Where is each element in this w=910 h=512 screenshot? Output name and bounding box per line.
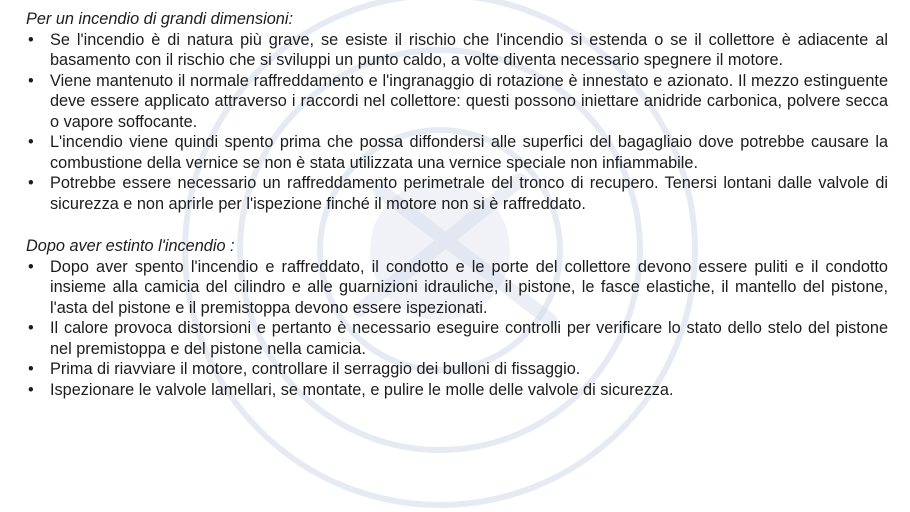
- document-body: [26, 9, 888, 400]
- list-item: • Ispezionare le valvole lamellari, se montate, e pulire le molle delle valvole di sicurezza.: [26, 380, 888, 401]
- bullet-list-after-extinguish: [26, 257, 888, 401]
- list-item: • Potrebbe essere necessario un raffreddamento perimetrale del tronco di recupero. Tenersi lontani dalle valvole di sicurezza e non aprirle per l'ispezione finché il motore non si è raffreddato.: [26, 173, 888, 214]
- list-item: • Se l'incendio è di natura più grave, se esiste il rischio che l'incendio si estenda o se il collettore è adiacente al basamento con il rischio che si sviluppi un punto caldo, a volte diventa necessario spegnere il motore.: [26, 30, 888, 71]
- list-item: • Il calore provoca distorsioni e pertanto è necessario eseguire controlli per verificare lo stato dello stelo del pistone nel premistoppa e del pistone nella camicia.: [26, 318, 888, 359]
- list-item: • Prima di riavviare il motore, controllare il serraggio dei bulloni di fissaggio.: [26, 359, 888, 380]
- list-item: • Dopo aver spento l'incendio e raffreddato, il condotto e le porte del collettore devono essere puliti e il condotto insieme alla camicia del cilindro e alle guarnizioni idrauliche, il pistone, le fasce elastiche, il mantello del pistone, l'asta del pistone e il premistoppa devono essere ispezionati.: [26, 257, 888, 319]
- list-item: • L'incendio viene quindi spento prima che possa diffondersi alle superfici del bagagliaio dove potrebbe causare la combustione della vernice se non è stata utilizzata una vernice speciale non infiammabile.: [26, 132, 888, 173]
- section-heading-after-extinguish: Dopo aver estinto l'incendio :: [26, 237, 235, 255]
- bullet-list-large-fire: [26, 30, 888, 215]
- section-heading-large-fire: Per un incendio di grandi dimensioni:: [26, 10, 293, 28]
- list-item: • Viene mantenuto il normale raffreddamento e l'ingranaggio di rotazione è innestato e azionato. Il mezzo estinguente deve essere applicato attraverso i raccordi nel collettore: questi possono iniettare anidride carbonica, polvere secca o vapore soffocante.: [26, 71, 888, 133]
